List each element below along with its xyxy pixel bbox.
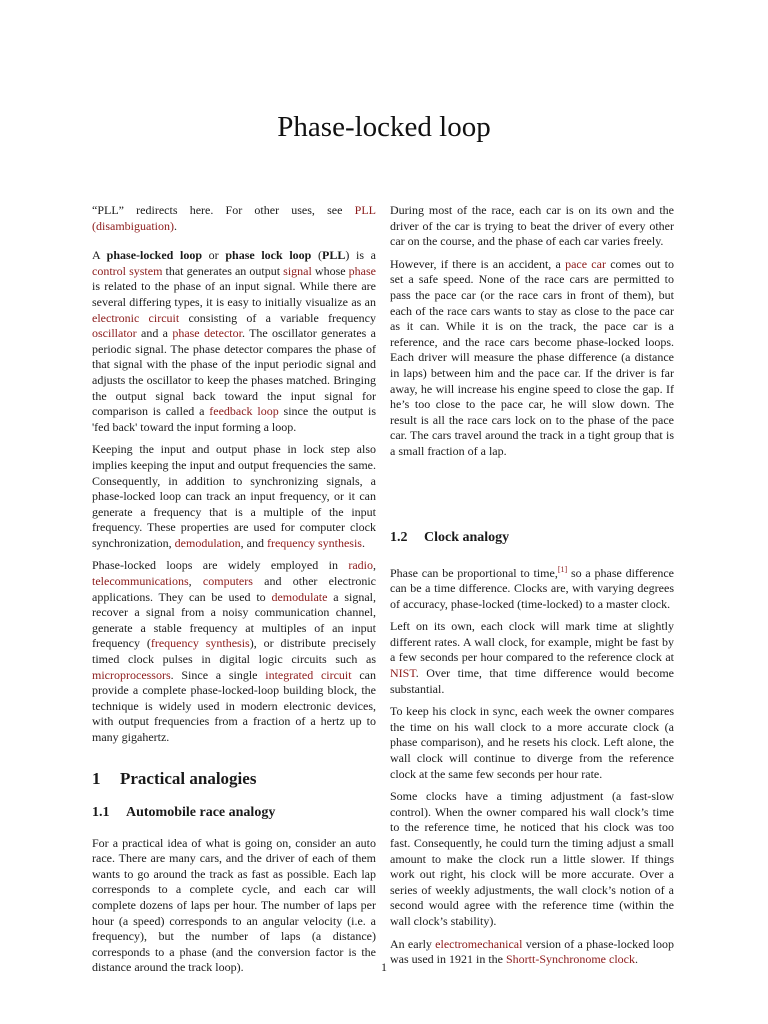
- link-demodulate[interactable]: demodulate: [271, 589, 328, 604]
- left-column: [92, 203, 376, 983]
- text: . Since a single: [170, 667, 266, 682]
- clock-adjust-paragraph: Some clocks have a timing adjustment (a fast-slow control). When the owner compared his wall clock’s time to the reference time, he noticed that his clock was too fast. Consequently, he could turn the timing adjust a small amount to make the clock run a little slower. If things work out right, his clock will be more accurate. Over a series of weekly adjustments, the wall clock’s notion of a second would agree with the reference time (within the wall clock’s stability).: [390, 789, 674, 928]
- term-pll: PLL: [322, 248, 346, 263]
- text: since the output is 'fed back' toward the input forming a loop.: [92, 404, 376, 434]
- link-pace-car[interactable]: pace car: [565, 256, 606, 271]
- text: and other electronic applications. They can be used to: [92, 574, 376, 604]
- race-intro-paragraph: For a practical idea of what is going on, consider an auto race. There are many cars, and the driver of each of them wants to go around the track as fast as possible. Each lap corresponds to a complete cycle, and each car will complete dozens of laps per hour. The number of laps per hour (a speed) corresponds to an angular velocity (i.e. a frequency), but the number of laps (a distance) corresponds to a phase (and the conversion factor is the distance around the track loop).: [92, 835, 376, 975]
- section-number: 1: [92, 768, 101, 788]
- text: (: [311, 248, 323, 263]
- section-title: Practical analogies: [120, 768, 257, 788]
- redirect-note: [92, 203, 376, 234]
- text: ), or distribute precisely timed clock pulses in digital logic circuits such as: [92, 636, 376, 667]
- text: Phase can be proportional to time,: [390, 565, 558, 580]
- text: that generates an output: [162, 263, 284, 278]
- subsection-number: 1.2: [390, 529, 408, 545]
- link-electronic-circuit[interactable]: electronic circuit: [92, 310, 180, 325]
- text: , and: [240, 535, 267, 550]
- redirect-text: “PLL” redirects here. For other uses, see: [92, 203, 355, 217]
- subsection-title: Clock analogy: [424, 529, 510, 545]
- link-computers[interactable]: computers: [202, 574, 253, 589]
- text: A: [92, 248, 107, 263]
- link-microprocessors[interactable]: microprocessors: [92, 667, 171, 682]
- pace-car-paragraph: [390, 257, 674, 460]
- text: version of a phase-locked loop was used in 1921 in the: [390, 936, 674, 967]
- page-number: 1: [381, 960, 387, 974]
- text: and a: [136, 326, 173, 341]
- applications-paragraph: [92, 558, 376, 745]
- link-phase[interactable]: phase: [348, 263, 376, 278]
- text: so a phase difference can be a time difference. Clocks are, with varying degrees of accuracy, phase-locked (time-locked) to a master clock.: [390, 565, 674, 611]
- clock-drift-paragraph: [390, 619, 674, 697]
- text: .: [634, 952, 638, 967]
- subsection-heading-clock-analogy: [390, 529, 674, 547]
- link-oscillator[interactable]: oscillator: [92, 326, 137, 341]
- race-phase-paragraph: During most of the race, each car is on its own and the driver of the car is trying to beat the driver of every other car on the course, and the phase of each car varies freely.: [390, 203, 674, 249]
- link-pll-disambiguation[interactable]: PLL (disambiguation): [92, 203, 376, 233]
- section-heading-practical-analogies: [92, 769, 376, 789]
- text: whose: [311, 263, 349, 278]
- text: can provide a complete phase-locked-loop building block, the technique is widely used in modern electronic devices, with output frequencies from a fraction of a hertz up to many gigahertz.: [92, 667, 376, 744]
- lock-step-paragraph: [92, 442, 376, 551]
- text: ,: [373, 558, 376, 573]
- clock-phase-paragraph: [390, 566, 674, 613]
- link-signal[interactable]: signal: [283, 263, 312, 278]
- redirect-text-end: .: [173, 218, 177, 233]
- term-phase-lock-loop: phase lock loop: [225, 248, 312, 263]
- text: An early: [390, 936, 436, 951]
- text: is related to the phase of an input signal. While there are several differing types, it is easy to initially visualize as an: [92, 279, 376, 309]
- link-frequency-synthesis-2[interactable]: frequency synthesis: [150, 636, 250, 651]
- term-phase-locked-loop: phase-locked loop: [106, 248, 203, 263]
- link-frequency-synthesis[interactable]: frequency synthesis: [266, 535, 362, 550]
- link-demodulation[interactable]: demodulation: [174, 535, 241, 550]
- text: or: [202, 248, 226, 263]
- intro-paragraph: [92, 248, 376, 435]
- link-nist[interactable]: NIST: [390, 666, 416, 681]
- text: ) is a: [345, 248, 377, 263]
- citation-link[interactable]: [1]: [557, 564, 568, 574]
- text: . The oscillator generates a periodic signal. The phase detector compares the phase of that signal with the phase of the input periodic signal and adjusts the oscillator to keep the phases matched. Bringing the output signal back toward the input signal for comparison is called a: [92, 326, 376, 419]
- text: consisting of a variable frequency: [179, 310, 377, 325]
- link-shortt-synchronome-clock[interactable]: Shortt-Synchronome clock: [506, 952, 635, 967]
- link-control-system[interactable]: control system: [92, 263, 163, 278]
- link-radio[interactable]: radio: [348, 558, 373, 573]
- subsection-title: Automobile race analogy: [126, 804, 276, 820]
- text: comes out to set a safe speed. None of the race cars are permitted to pass the pace car (or the race cars in front of them), but each of the race cars wants to stay as close to the pace car as it can. While it is on the track, the pace car is a reference, and the race cars become phase-locked loops. Each driver will measure the phase difference (a distance in laps) between him and the pace car. If the driver is far away, he will increase his engine speed to close the gap. If he’s too close to the pace car, he will slow down. The result is all the race cars lock on to the phase of the pace car. The cars travel around the track in a tight group that is a small fraction of a lap.: [390, 256, 674, 458]
- text: Phase-locked loops are widely employed in: [92, 558, 349, 573]
- page-title: Phase-locked loop: [277, 111, 491, 143]
- right-column: [390, 203, 674, 975]
- text: ,: [188, 574, 203, 589]
- link-phase-detector[interactable]: phase detector: [172, 326, 242, 341]
- link-telecommunications[interactable]: telecommunications: [92, 574, 189, 589]
- link-electromechanical[interactable]: electromechanical: [435, 936, 523, 951]
- text: Left on its own, each clock will mark time at slightly different rates. A wall clock, for example, might be fast by a few seconds per hour compared to the reference clock at: [390, 619, 674, 665]
- text: .: [361, 535, 365, 550]
- text: a signal, recover a signal from a noisy communication channel, generate a stable frequency at multiples of an input frequency (: [92, 589, 376, 651]
- text: . Over time, that time difference would become substantial.: [390, 666, 674, 696]
- subsection-heading-automobile-race: [92, 804, 376, 822]
- link-feedback-loop[interactable]: feedback loop: [209, 404, 279, 419]
- link-integrated-circuit[interactable]: integrated circuit: [265, 667, 352, 682]
- clock-sync-paragraph: To keep his clock in sync, each week the owner compares the time on his wall clock to a more accurate clock (a phase comparison), and he resets his clock. Left alone, the wall clock will continue to diverge from the reference clock at the same few seconds per hour rate.: [390, 704, 674, 781]
- text: However, if there is an accident, a: [390, 256, 566, 271]
- text: Keeping the input and output phase in lock step also implies keeping the input and output frequencies the same. Consequently, in addition to synchronizing signals, a phase-locked loop can track an input frequency, or it can generate a frequency that is a multiple of the input frequency. These properties are used for computer clock synchronization,: [92, 442, 376, 550]
- subsection-number: 1.1: [92, 804, 110, 820]
